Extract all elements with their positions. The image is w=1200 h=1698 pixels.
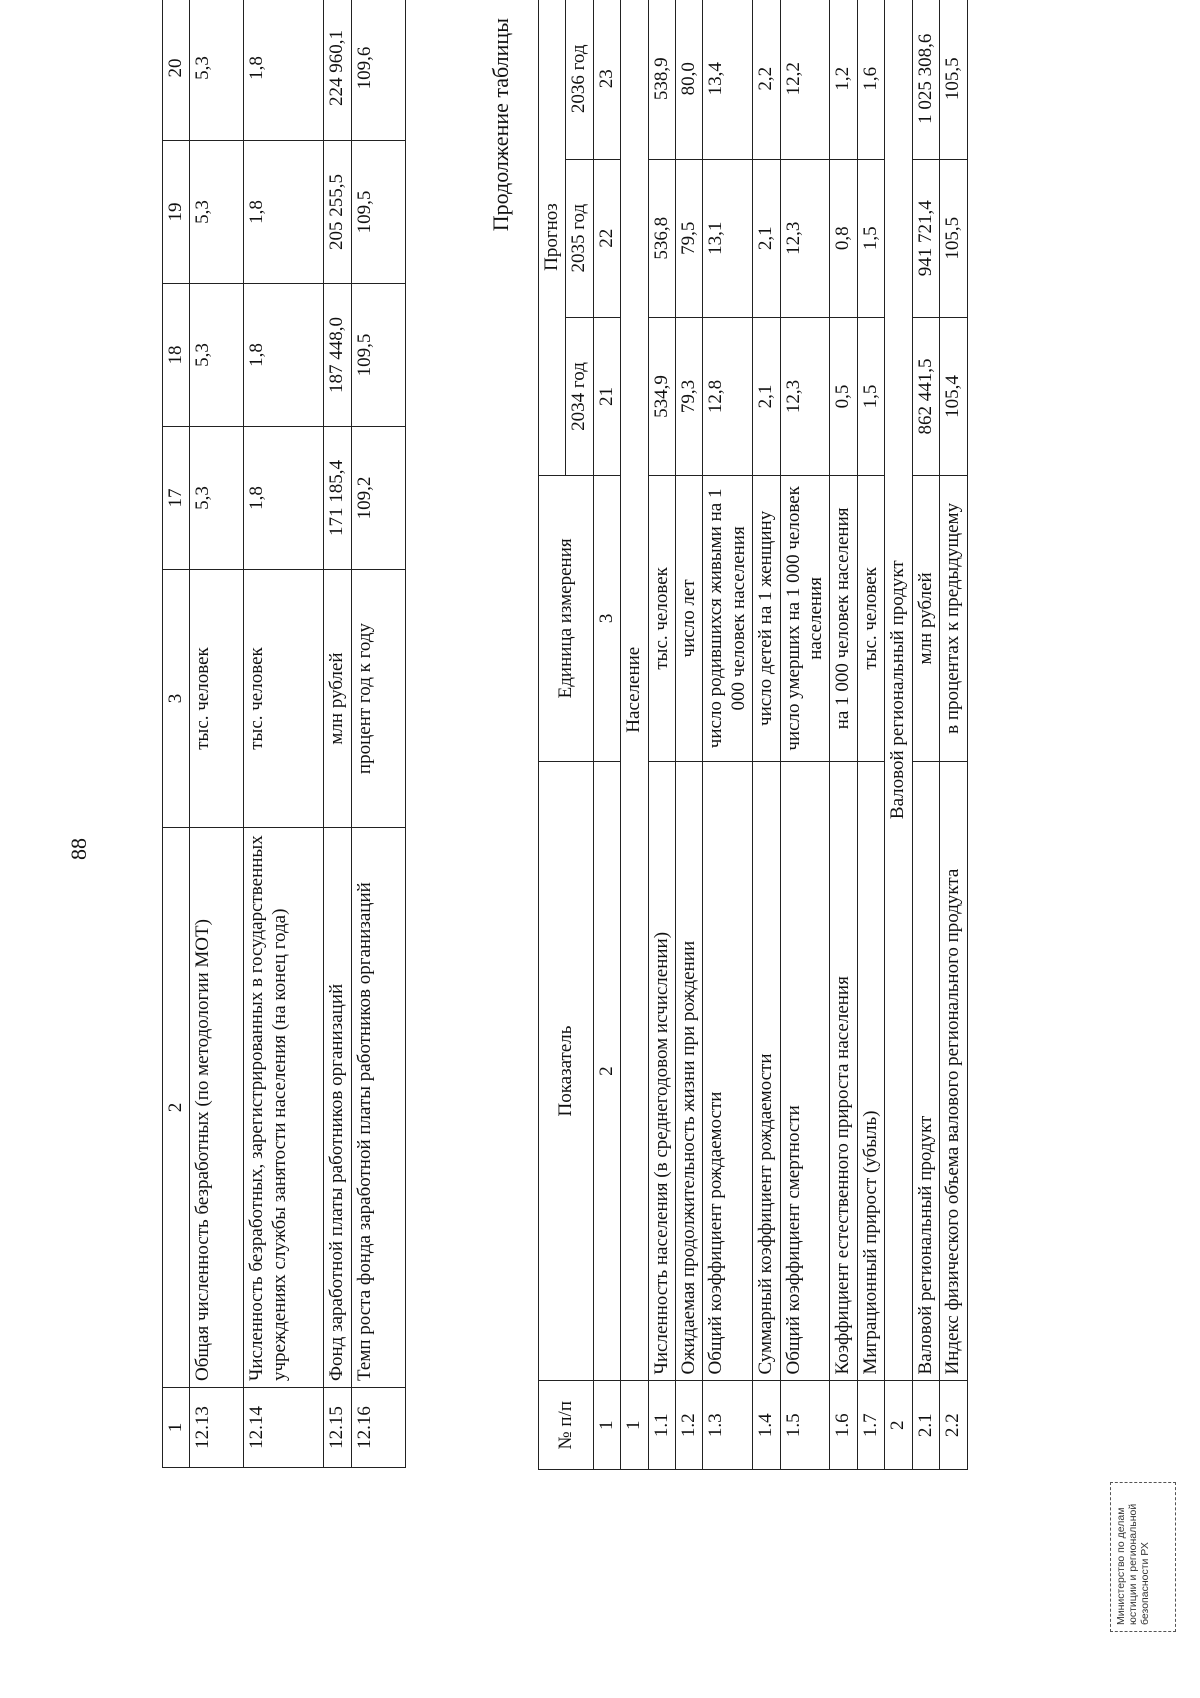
- unit: число лет: [676, 476, 703, 762]
- stamp-line: безопасности РХ: [1139, 1542, 1152, 1625]
- table-row: [703, 0, 753, 1470]
- value: 12,8: [703, 317, 753, 475]
- row-number: 2.1: [912, 1381, 939, 1470]
- value: 534,9: [648, 317, 675, 475]
- row-number: 12.13: [190, 1388, 244, 1468]
- indicator-name: Общая численность безработных (по методологии МОТ): [190, 828, 244, 1388]
- section-title: Валовой региональный продукт: [885, 0, 912, 1381]
- value: 5,3: [190, 427, 244, 570]
- value: 5,3: [190, 284, 244, 427]
- value: 187 448,0: [324, 284, 351, 427]
- header-year: 2036 год: [566, 0, 593, 159]
- value: 13,1: [703, 159, 753, 317]
- registration-stamp: [1110, 1482, 1176, 1632]
- value: 109,5: [351, 141, 405, 284]
- unit: процент год к году: [351, 570, 405, 828]
- table-header-row: [539, 0, 566, 1470]
- row-number: 12.15: [324, 1388, 351, 1468]
- header-cell: 20: [163, 0, 190, 141]
- table-row: [857, 0, 884, 1470]
- indicator-name: Ожидаемая продолжительность жизни при рождении: [676, 761, 703, 1381]
- indicator-name: Суммарный коэффициент рождаемости: [753, 761, 780, 1381]
- column-number-row: [593, 0, 620, 1470]
- value: 1,8: [244, 284, 324, 427]
- section-row: [621, 0, 648, 1470]
- value: 1,5: [857, 159, 884, 317]
- value: 5,3: [190, 0, 244, 141]
- column-number: 23: [593, 0, 620, 159]
- indicator-name: Численность безработных, зарегистрированных в государственных учреждениях службы занятости населения (на конец года): [244, 828, 324, 1388]
- section-row: [885, 0, 912, 1470]
- indicator-name: Валовой региональный продукт: [912, 761, 939, 1381]
- value: 862 441,5: [912, 317, 939, 475]
- value: 0,5: [830, 317, 857, 475]
- column-number: 21: [593, 317, 620, 475]
- table-row: [351, 0, 405, 1468]
- table-row: [753, 0, 780, 1470]
- header-year: 2034 год: [566, 317, 593, 475]
- value: 105,5: [940, 0, 967, 159]
- unit: число родившихся живыми на 1 000 человек населения: [703, 476, 753, 762]
- value: 941 721,4: [912, 159, 939, 317]
- value: 105,4: [940, 317, 967, 475]
- value: 205 255,5: [324, 141, 351, 284]
- row-number: 1.3: [703, 1381, 753, 1470]
- indicator-name: Численность населения (в среднегодовом исчислении): [648, 761, 675, 1381]
- indicator-name: Темп роста фонда заработной платы работников организаций: [351, 828, 405, 1388]
- column-number: 2: [593, 761, 620, 1381]
- value: 1,5: [857, 317, 884, 475]
- unit: число детей на 1 женщину: [753, 476, 780, 762]
- column-number: 3: [593, 476, 620, 762]
- unit: на 1 000 человек населения: [830, 476, 857, 762]
- value: 12,3: [780, 317, 830, 475]
- table-row: [324, 0, 351, 1468]
- table-header-row: [163, 0, 190, 1468]
- table-row: [780, 0, 830, 1470]
- value: 109,2: [351, 427, 405, 570]
- value: 5,3: [190, 141, 244, 284]
- stamp-line: Министерство по делам: [1115, 1507, 1127, 1625]
- unit: тыс. человек: [857, 476, 884, 762]
- page-number: 88: [66, 838, 91, 860]
- table-continuation: [538, 0, 968, 1470]
- table-caption: Продолжение таблицы: [488, 18, 513, 232]
- unit: тыс. человек: [190, 570, 244, 828]
- header-cell: 2: [163, 828, 190, 1388]
- table-row: [190, 0, 244, 1468]
- row-number: 12.14: [244, 1388, 324, 1468]
- value: 12,2: [780, 0, 830, 159]
- value: 1,8: [244, 141, 324, 284]
- section-number: 2: [885, 1381, 912, 1470]
- value: 79,3: [676, 317, 703, 475]
- row-number: 1.6: [830, 1381, 857, 1470]
- column-number: 22: [593, 159, 620, 317]
- indicator-name: Коэффициент естественного прироста населения: [830, 761, 857, 1381]
- unit: млн рублей: [324, 570, 351, 828]
- table-row: [244, 0, 324, 1468]
- table-row: [940, 0, 967, 1470]
- header-cell: 18: [163, 284, 190, 427]
- value: 1,2: [830, 0, 857, 159]
- indicator-name: Общий коэффициент рождаемости: [703, 761, 753, 1381]
- value: 536,8: [648, 159, 675, 317]
- value: 1 025 308,6: [912, 0, 939, 159]
- stamp-line: юстиции и региональной: [1127, 1503, 1140, 1625]
- value: 1,8: [244, 427, 324, 570]
- table-top: [162, 0, 406, 1468]
- value: 2,2: [753, 0, 780, 159]
- row-number: 1.2: [676, 1381, 703, 1470]
- header-number: № п/п: [539, 1381, 594, 1470]
- value: 2,1: [753, 159, 780, 317]
- header-year: 2035 год: [566, 159, 593, 317]
- value: 109,6: [351, 0, 405, 141]
- section-title: Население: [621, 0, 648, 1381]
- unit: тыс. человек: [244, 570, 324, 828]
- table-row: [830, 0, 857, 1470]
- value: 80,0: [676, 0, 703, 159]
- row-number: 12.16: [351, 1388, 405, 1468]
- indicator-name: Общий коэффициент смертности: [780, 761, 830, 1381]
- header-unit: Единица измерения: [539, 476, 594, 762]
- value: 13,4: [703, 0, 753, 159]
- unit: млн рублей: [912, 476, 939, 762]
- table-row: [912, 0, 939, 1470]
- value: 12,3: [780, 159, 830, 317]
- table-row: [676, 0, 703, 1470]
- value: 1,6: [857, 0, 884, 159]
- section-number: 1: [621, 1381, 648, 1470]
- value: 0,8: [830, 159, 857, 317]
- header-forecast: Прогноз: [539, 0, 566, 476]
- column-number: 1: [593, 1381, 620, 1470]
- header-indicator: Показатель: [539, 761, 594, 1381]
- row-number: 1.4: [753, 1381, 780, 1470]
- value: 224 960,1: [324, 0, 351, 141]
- value: 105,5: [940, 159, 967, 317]
- row-number: 1.7: [857, 1381, 884, 1470]
- indicator-name: Миграционный прирост (убыль): [857, 761, 884, 1381]
- unit: в процентах к предыдущему: [940, 476, 967, 762]
- row-number: 1.1: [648, 1381, 675, 1470]
- header-cell: 3: [163, 570, 190, 828]
- indicator-name: Индекс физического объема валового регионального продукта: [940, 761, 967, 1381]
- value: 109,5: [351, 284, 405, 427]
- row-number: 1.5: [780, 1381, 830, 1470]
- value: 538,9: [648, 0, 675, 159]
- unit: число умерших на 1 000 человек населения: [780, 476, 830, 762]
- header-cell: 1: [163, 1388, 190, 1468]
- value: 2,1: [753, 317, 780, 475]
- value: 79,5: [676, 159, 703, 317]
- value: 1,8: [244, 0, 324, 141]
- unit: тыс. человек: [648, 476, 675, 762]
- value: 171 185,4: [324, 427, 351, 570]
- header-cell: 17: [163, 427, 190, 570]
- indicator-name: Фонд заработной платы работников организаций: [324, 828, 351, 1388]
- row-number: 2.2: [940, 1381, 967, 1470]
- table-row: [648, 0, 675, 1470]
- header-cell: 19: [163, 141, 190, 284]
